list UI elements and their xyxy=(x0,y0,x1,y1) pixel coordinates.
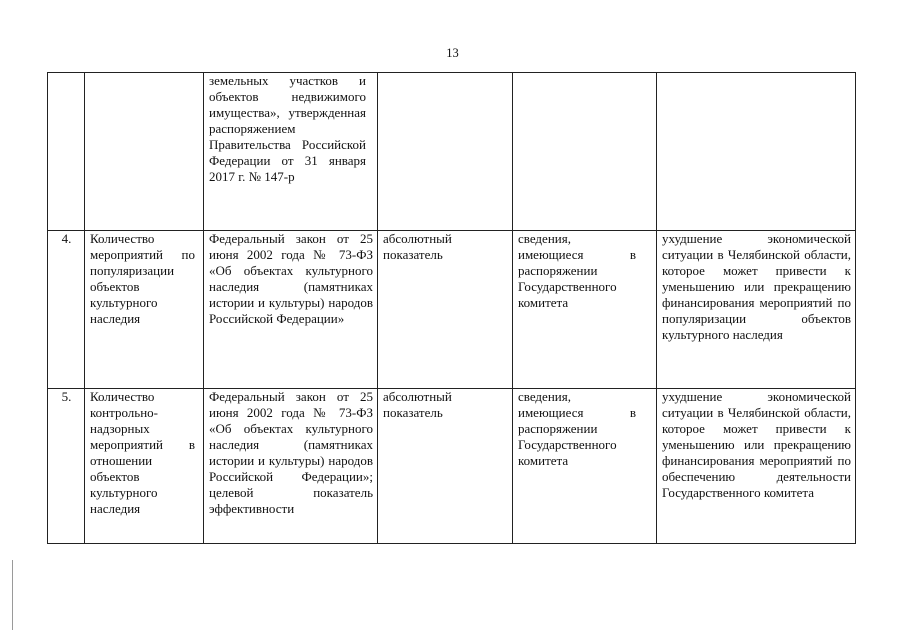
page-number: 13 xyxy=(446,46,459,60)
unit-cell: абсолютный показатель xyxy=(378,231,513,389)
legal-basis-cell: Федеральный закон от 25 июня 2002 года № 73-ФЗ «Об объектах культурного наследия (памятниках истории и культуры) народов Российской Федерации»; целевой показатель эффективности xyxy=(204,389,378,544)
indicator-name-cell xyxy=(85,73,204,231)
data-source-cell xyxy=(513,73,657,231)
row-number-cell: 4. xyxy=(48,231,85,389)
risk-cell: ухудшение экономической ситуации в Челябинской области, которое может привести к уменьшению или прекращению финансирования мероприятий по обеспечению деятельности Государственного комитета xyxy=(657,389,856,544)
row-number-cell: 5. xyxy=(48,389,85,544)
unit-cell: абсолютный показатель xyxy=(378,389,513,544)
row-number-cell xyxy=(48,73,85,231)
data-source-cell: сведения, имеющиеся в распоряжении Государственного комитета xyxy=(513,231,657,389)
indicator-name-cell: Количество контрольно-надзорных мероприятий в отношении объектов культурного наследия xyxy=(85,389,204,544)
risk-cell: ухудшение экономической ситуации в Челябинской области, которое может привести к уменьшению или прекращению финансирования мероприятий по популяризации объектов культурного наследия xyxy=(657,231,856,389)
table-row xyxy=(48,389,856,544)
indicator-name-cell: Количество мероприятий по популяризации объектов культурного наследия xyxy=(85,231,204,389)
legal-basis-cell: Федеральный закон от 25 июня 2002 года № 73-ФЗ «Об объектах культурного наследия (памятниках истории и культуры) народов Российской Федерации» xyxy=(204,231,378,389)
data-source-cell: сведения, имеющиеся в распоряжении Государственного комитета xyxy=(513,389,657,544)
table-row xyxy=(48,73,856,231)
risk-cell xyxy=(657,73,856,231)
unit-cell xyxy=(378,73,513,231)
indicators-table xyxy=(47,72,856,544)
legal-basis-cell: земельных участков и объектов недвижимого имущества», утвержденная распоряжением Правительства Российской Федерации от 31 января 2017 г. № 147-р xyxy=(204,73,378,231)
table-row xyxy=(48,231,856,389)
scan-edge-line xyxy=(12,560,13,630)
